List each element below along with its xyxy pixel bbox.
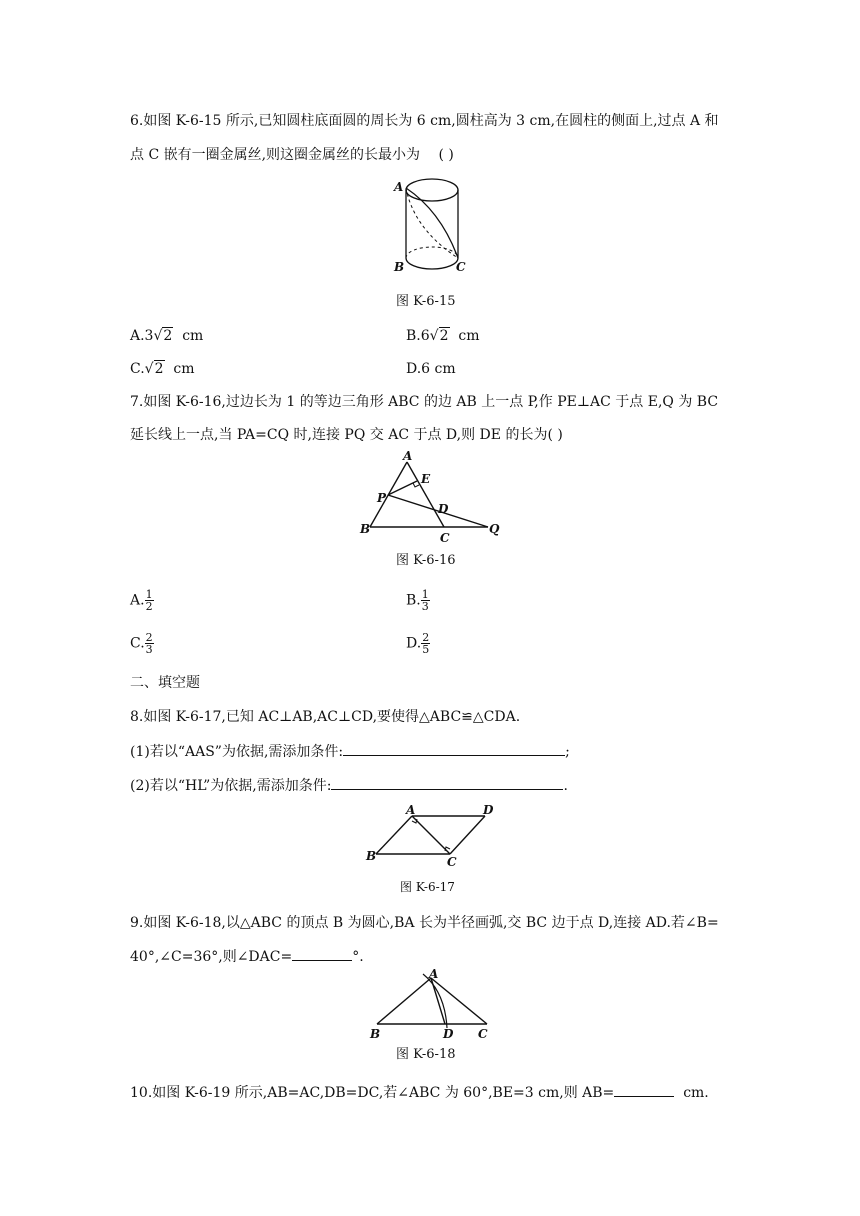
fig17-label-d: D <box>483 803 494 817</box>
q7-option-c: C. $\frac{2}{3}$ <box>130 631 153 656</box>
q8-sub2-answer-blank[interactable] <box>331 775 563 790</box>
fig16-label-p: P <box>377 491 387 505</box>
q8-sub2: (2)若以“HL”为依据,需添加条件: . <box>130 775 568 796</box>
q9-text-line1: 9.如图 K-6-18,以△ABC 的顶点 B 为圆心,BA 长为半径画弧,交 BC 边于点 D,连接 AD.若∠B= <box>130 915 719 931</box>
figure-triangle-arc <box>365 968 495 1044</box>
fig18-label-c: C <box>478 1027 488 1041</box>
q6-option-c-prefix: C. <box>130 361 145 377</box>
q6-option-a: A.3√2 cm <box>130 328 204 344</box>
fig17-label-c: C <box>447 855 457 869</box>
fig17-label-a: A <box>406 803 416 817</box>
q7-figure-caption: 图 K-6-16 <box>396 553 456 568</box>
q6-text-line2 <box>130 145 454 165</box>
figure-cylinder <box>380 170 480 280</box>
fig18-label-b: B <box>370 1027 381 1041</box>
q6-option-d: D.6 cm <box>406 361 456 377</box>
fraction: $\frac{1}{3}$ <box>421 588 429 613</box>
q8-sub1-answer-blank[interactable] <box>343 741 565 756</box>
fraction: $\frac{2}{5}$ <box>422 631 430 656</box>
q6-stem: 点 C 嵌有一圈金属丝,则这圈金属丝的长最小为 <box>130 147 421 163</box>
fig16-label-q: Q <box>489 522 500 536</box>
q9-text-line2: 40°,∠C=36°,则∠DAC= °. <box>130 946 364 967</box>
q6-option-b-prefix: B.6 <box>406 328 430 344</box>
figure-triangle-pq <box>355 450 505 546</box>
q6-figure-caption: 图 K-6-15 <box>396 294 456 309</box>
q7-option-a: A. $\frac{1}{2}$ <box>130 588 153 613</box>
sqrt-symbol: √2 <box>153 328 173 344</box>
fig15-label-c: C <box>456 260 466 274</box>
q6-option-a-prefix: A.3 <box>130 328 154 344</box>
q9-answer-blank[interactable] <box>292 946 352 961</box>
fig16-label-b: B <box>360 522 371 536</box>
q7-text-line2: 延长线上一点,当 PA=CQ 时,连接 PQ 交 AC 于点 D,则 DE 的长为( ) <box>130 427 563 443</box>
q6-answer-paren: ( ) <box>438 147 454 163</box>
q8-figure-caption: 图 K-6-17 <box>400 880 455 894</box>
q8-text-line1: 8.如图 K-6-17,已知 AC⊥AB,AC⊥CD,要使得△ABC≌△CDA. <box>130 709 521 725</box>
q7-option-b: B. $\frac{1}{3}$ <box>406 588 429 613</box>
section-heading-fill-in: 二、填空题 <box>130 675 200 691</box>
figure-parallelogram <box>362 804 502 868</box>
q6-text-line1: 6.如图 K-6-15 所示,已知圆柱底面圆的周长为 6 cm,圆柱高为 3 cm,在圆柱的侧面上,过点 A 和 <box>130 113 719 129</box>
q7-option-d: D. $\frac{2}{5}$ <box>406 631 430 656</box>
q7-text-line1: 7.如图 K-6-16,过边长为 1 的等边三角形 ABC 的边 AB 上一点 P,作 PE⊥AC 于点 E,Q 为 BC <box>130 394 719 410</box>
fraction: $\frac{2}{3}$ <box>145 631 153 656</box>
q9-figure-caption: 图 K-6-18 <box>396 1047 456 1062</box>
q10-text-line1: 10.如图 K-6-19 所示,AB=AC,DB=DC,若∠ABC 为 60°,BE=3 cm,则 AB= cm. <box>130 1082 709 1103</box>
fig16-label-a: A <box>403 449 413 463</box>
fig18-label-a: A <box>429 967 439 981</box>
fig15-label-a: A <box>394 180 404 194</box>
q10-answer-blank[interactable] <box>614 1082 674 1097</box>
q6-option-b: B.6√2 cm <box>406 328 480 344</box>
fig15-label-b: B <box>394 260 405 274</box>
fig16-label-c: C <box>440 531 450 545</box>
sqrt-symbol: √2 <box>144 361 164 377</box>
fig16-label-d: D <box>438 502 449 516</box>
fraction: $\frac{1}{2}$ <box>145 588 153 613</box>
q6-option-c: C.√2 cm <box>130 361 195 377</box>
sqrt-symbol: √2 <box>429 328 449 344</box>
fig18-label-d: D <box>443 1027 454 1041</box>
q8-sub1: (1)若以“AAS”为依据,需添加条件: ; <box>130 741 570 762</box>
fig16-label-e: E <box>421 472 431 486</box>
fig17-label-b: B <box>366 849 377 863</box>
